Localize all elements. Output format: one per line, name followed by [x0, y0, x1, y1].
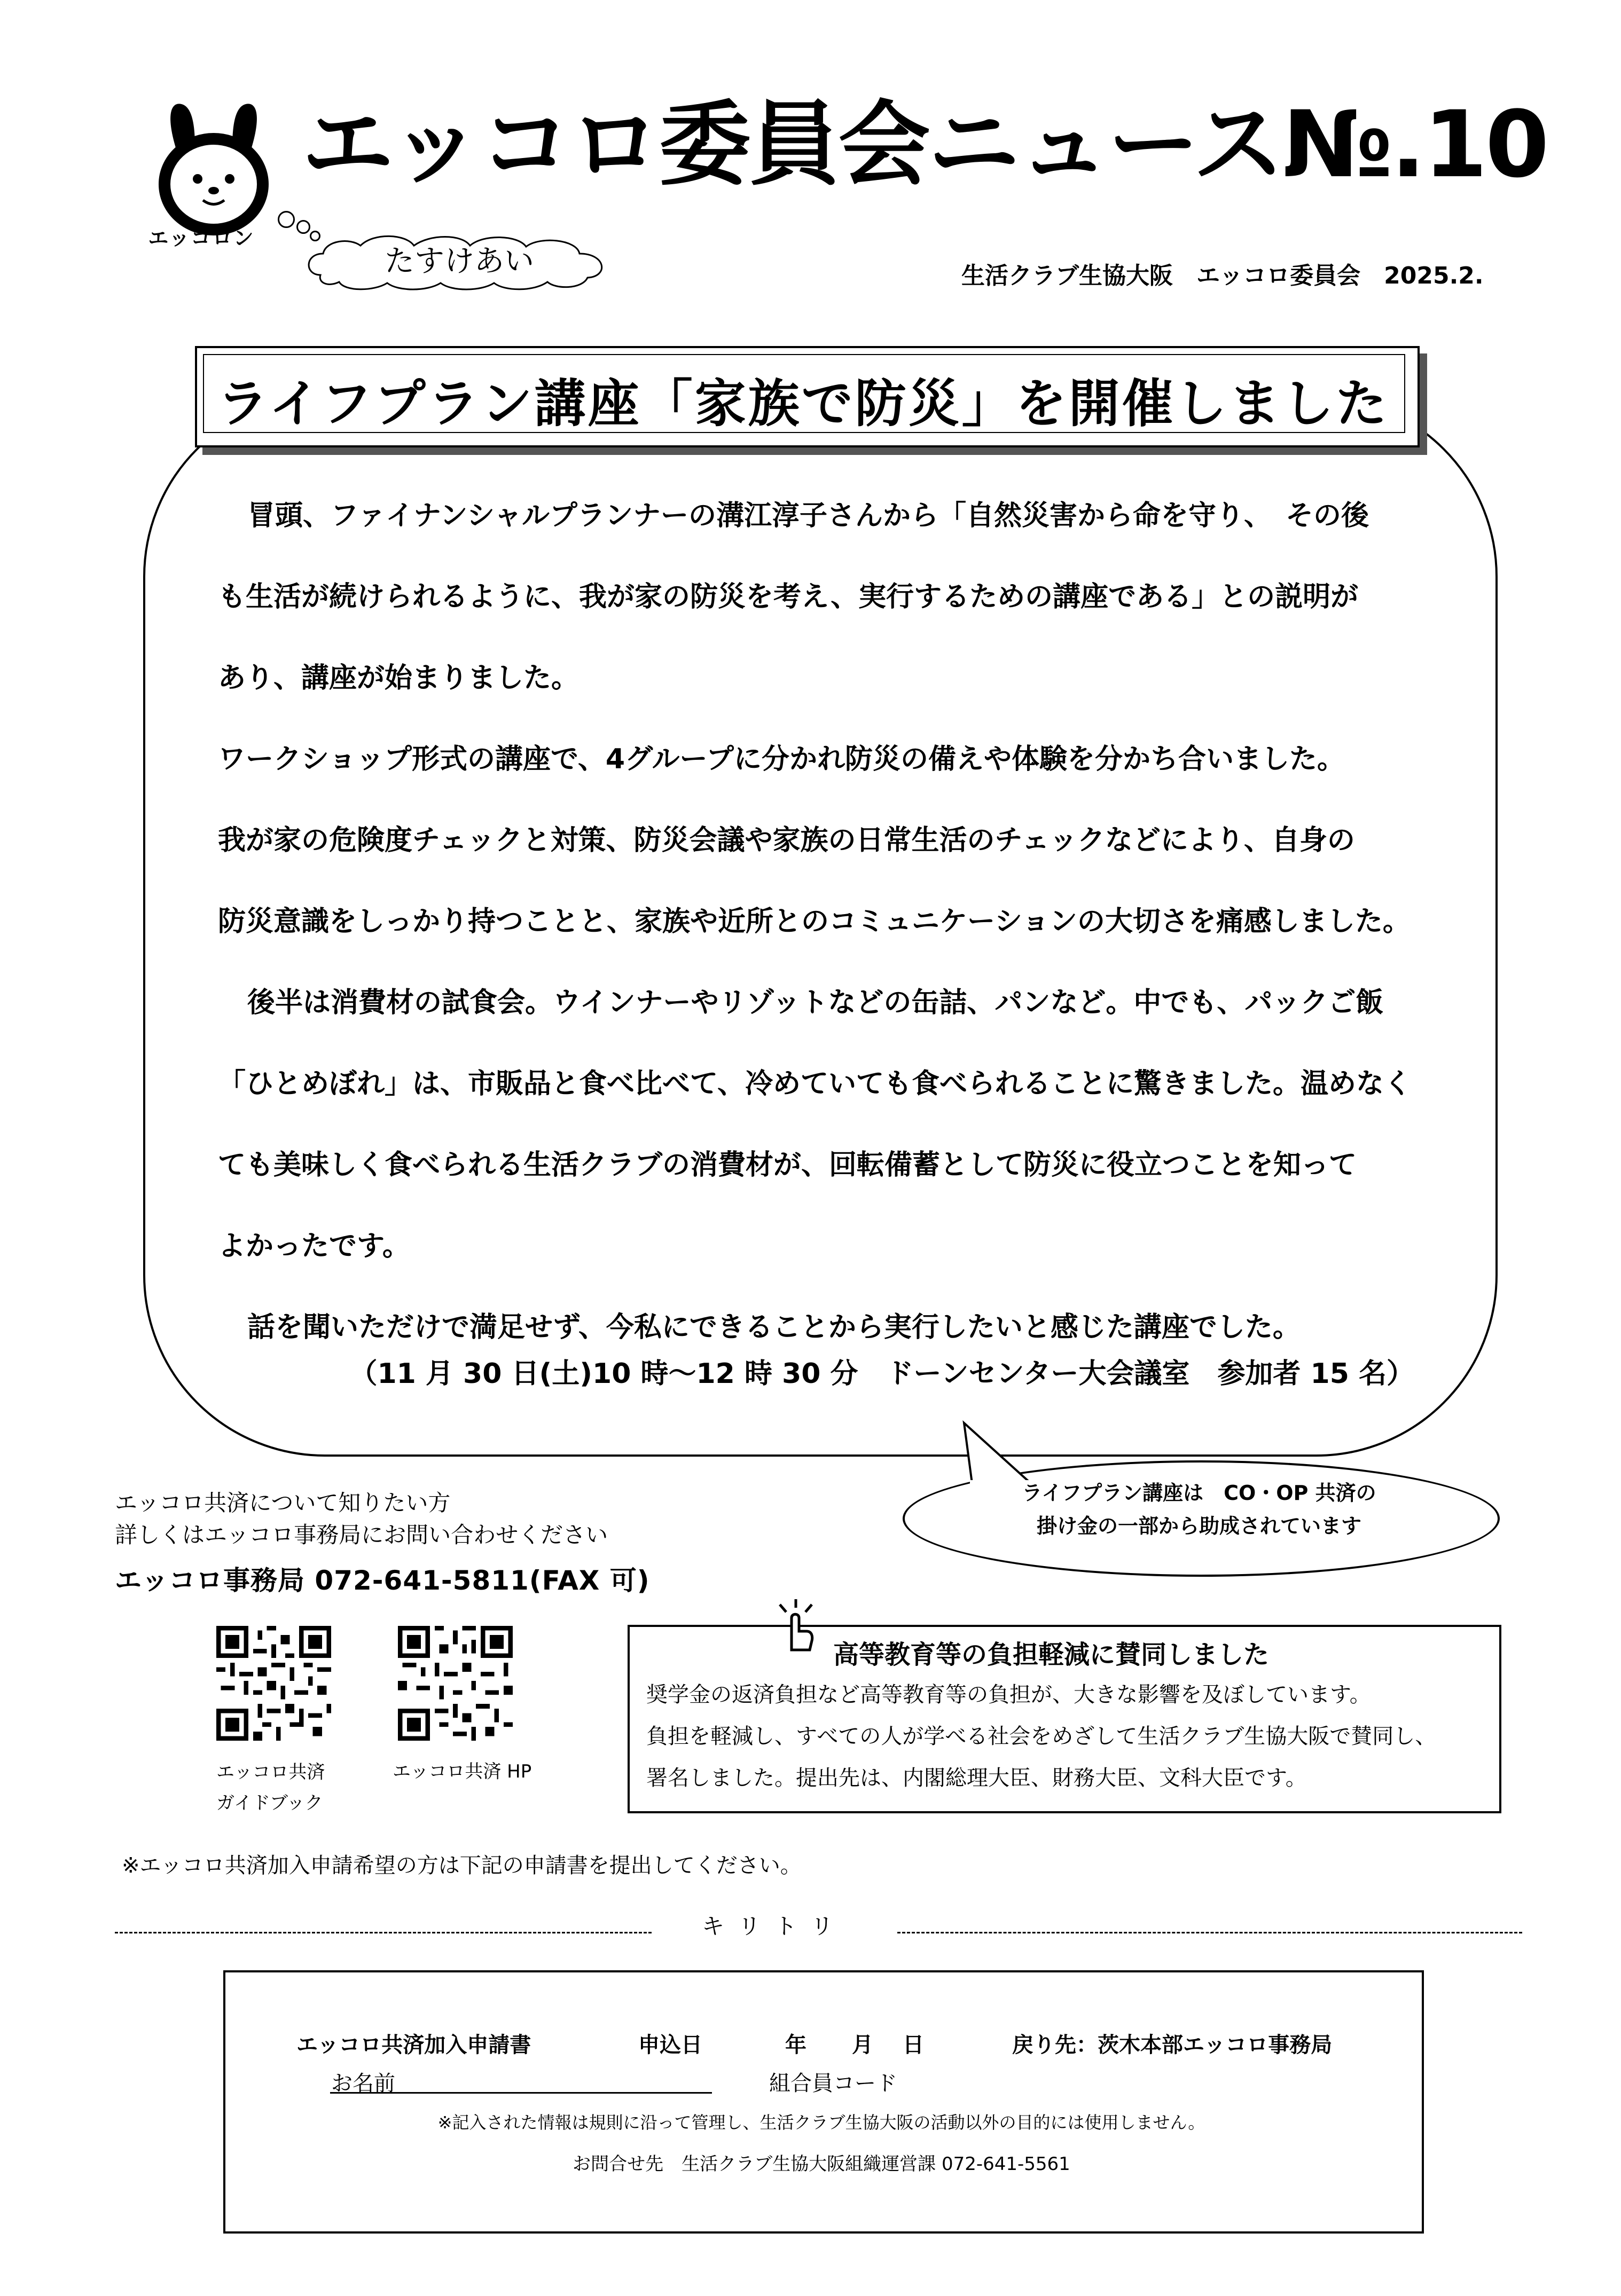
note-line: ライフプラン講座は CO・OP 共済の [1022, 1481, 1376, 1505]
qr-caption-homepage: エッコロ共済 HP [393, 1761, 532, 1782]
pointing-hand-icon [774, 1599, 817, 1655]
cut-line-left [115, 1932, 652, 1933]
form-title: エッコロ共済加入申請書 [296, 2033, 531, 2057]
article-line: 防災意識をしっかり持つことと、家族や近所とのコミュニケーションの大切さを痛感しました。 [218, 906, 1411, 938]
article-line: 後半は消費材の試食会。ウインナーやリゾットなどの缶詰、パンなど。中でも、パックご飯 [247, 987, 1384, 1019]
org-and-date: 生活クラブ生協大阪 エッコロ委員会 2025.2. [961, 262, 1484, 289]
education-line: 奨学金の返済負担など高等教育等の負担が、大きな影響を及ぼしています。 [646, 1682, 1371, 1707]
event-info: （11 月 30 日(土)10 時～12 時 30 分 ドーンセンター大会議室 参加者 15 名） [349, 1358, 1414, 1390]
article-headline: ライフプラン講座「家族で防災」を開催しました [217, 374, 1389, 434]
article-line: ワークショップ形式の講座で、4グループに分かれ防災の備えや体験を分かち合いました。 [218, 743, 1345, 775]
form-return-to: 戻り先：茨木本部エッコロ事務局 [1012, 2033, 1333, 2057]
article-line: よかったです。 [218, 1230, 410, 1262]
form-date-label: 申込日 [638, 2033, 702, 2057]
ekkoron-mascot-logo [144, 99, 283, 238]
newsletter-title: エッコロ委員会ニュース№.10 [302, 91, 1547, 198]
education-line: 署名しました。提出先は、内閣総理大臣、財務大臣、文科大臣です。 [646, 1766, 1307, 1790]
qr-caption-guidebook [216, 1757, 325, 1819]
contact-line: エッコロ共済について知りたい方 [115, 1490, 451, 1516]
form-privacy-note: ※記入された情報は規則に沿って管理し、生活クラブ生協大阪の活動以外の目的には使用しません。 [437, 2112, 1205, 2133]
name-input-line[interactable] [330, 2092, 712, 2094]
article-line: 冒頭、ファイナンシャルプランナーの溝江淳子さんから「自然災害から命を守り、 その後 [247, 500, 1369, 532]
note-line: 掛け金の一部から助成されています [1036, 1514, 1361, 1538]
form-name-label: お名前 [331, 2071, 395, 2096]
application-form [223, 1970, 1424, 2234]
article-line: あり、講座が始まりました。 [218, 662, 580, 694]
form-day: 日 [903, 2033, 924, 2057]
article-body [218, 475, 1425, 1368]
form-inquiry: お問合せ先 生活クラブ生協大阪組織運営課 072-641-5561 [573, 2153, 1070, 2175]
article-line: 話を聞いただけで満足せず、今私にできることから実行したいと感じた講座でした。 [247, 1311, 1301, 1343]
cut-line-right [897, 1932, 1522, 1933]
office-phone: エッコロ事務局 072-641-5811(FAX 可) [115, 1565, 650, 1596]
form-year: 年 [785, 2033, 806, 2057]
thought-dot [278, 211, 295, 228]
qr-caption-line: エッコロ共済 [216, 1762, 325, 1783]
contact-info [115, 1487, 608, 1551]
application-notice: ※エッコロ共済加入申請希望の方は下記の申請書を提出してください。 [122, 1853, 802, 1878]
article-line: 「ひとめぼれ」は、市販品と食べ比べて、冷めていても食べられることに驚きました。温めなく [218, 1068, 1412, 1100]
article-line: も生活が続けられるように、我が家の防災を考え、実行するための講座である」との説明が [218, 581, 1359, 613]
form-member-code-label: 組合員コード [769, 2071, 897, 2096]
article-line: 我が家の危険度チェックと対策、防災会議や家族の日常生活のチェックなどにより、自身の [218, 824, 1355, 856]
form-month: 月 [852, 2033, 873, 2057]
thought-dot [296, 220, 310, 234]
note-bubble-tail [951, 1420, 1058, 1484]
article-line: ても美味しく食べられる生活クラブの消費材が、回転備蓄として防災に役立つことを知って [218, 1149, 1357, 1181]
cloud-label: たすけあい [385, 244, 534, 279]
qr-code-guidebook[interactable] [216, 1626, 331, 1741]
mascot-name: エッコロン [148, 226, 255, 250]
qr-code-homepage[interactable] [398, 1626, 513, 1741]
education-title: 高等教育等の負担軽減に賛同しました [833, 1640, 1270, 1670]
note-text [924, 1476, 1474, 1543]
thought-dot [310, 231, 320, 241]
contact-line: 詳しくはエッコロ事務局にお問い合わせください [115, 1522, 608, 1548]
cut-label: キリトリ [701, 1913, 847, 1939]
education-line: 負担を軽減し、すべての人が学べる社会をめざして生活クラブ生協大阪で賛同し、 [646, 1724, 1437, 1749]
education-body [646, 1674, 1436, 1799]
qr-caption-line: ガイドブック [216, 1792, 323, 1814]
